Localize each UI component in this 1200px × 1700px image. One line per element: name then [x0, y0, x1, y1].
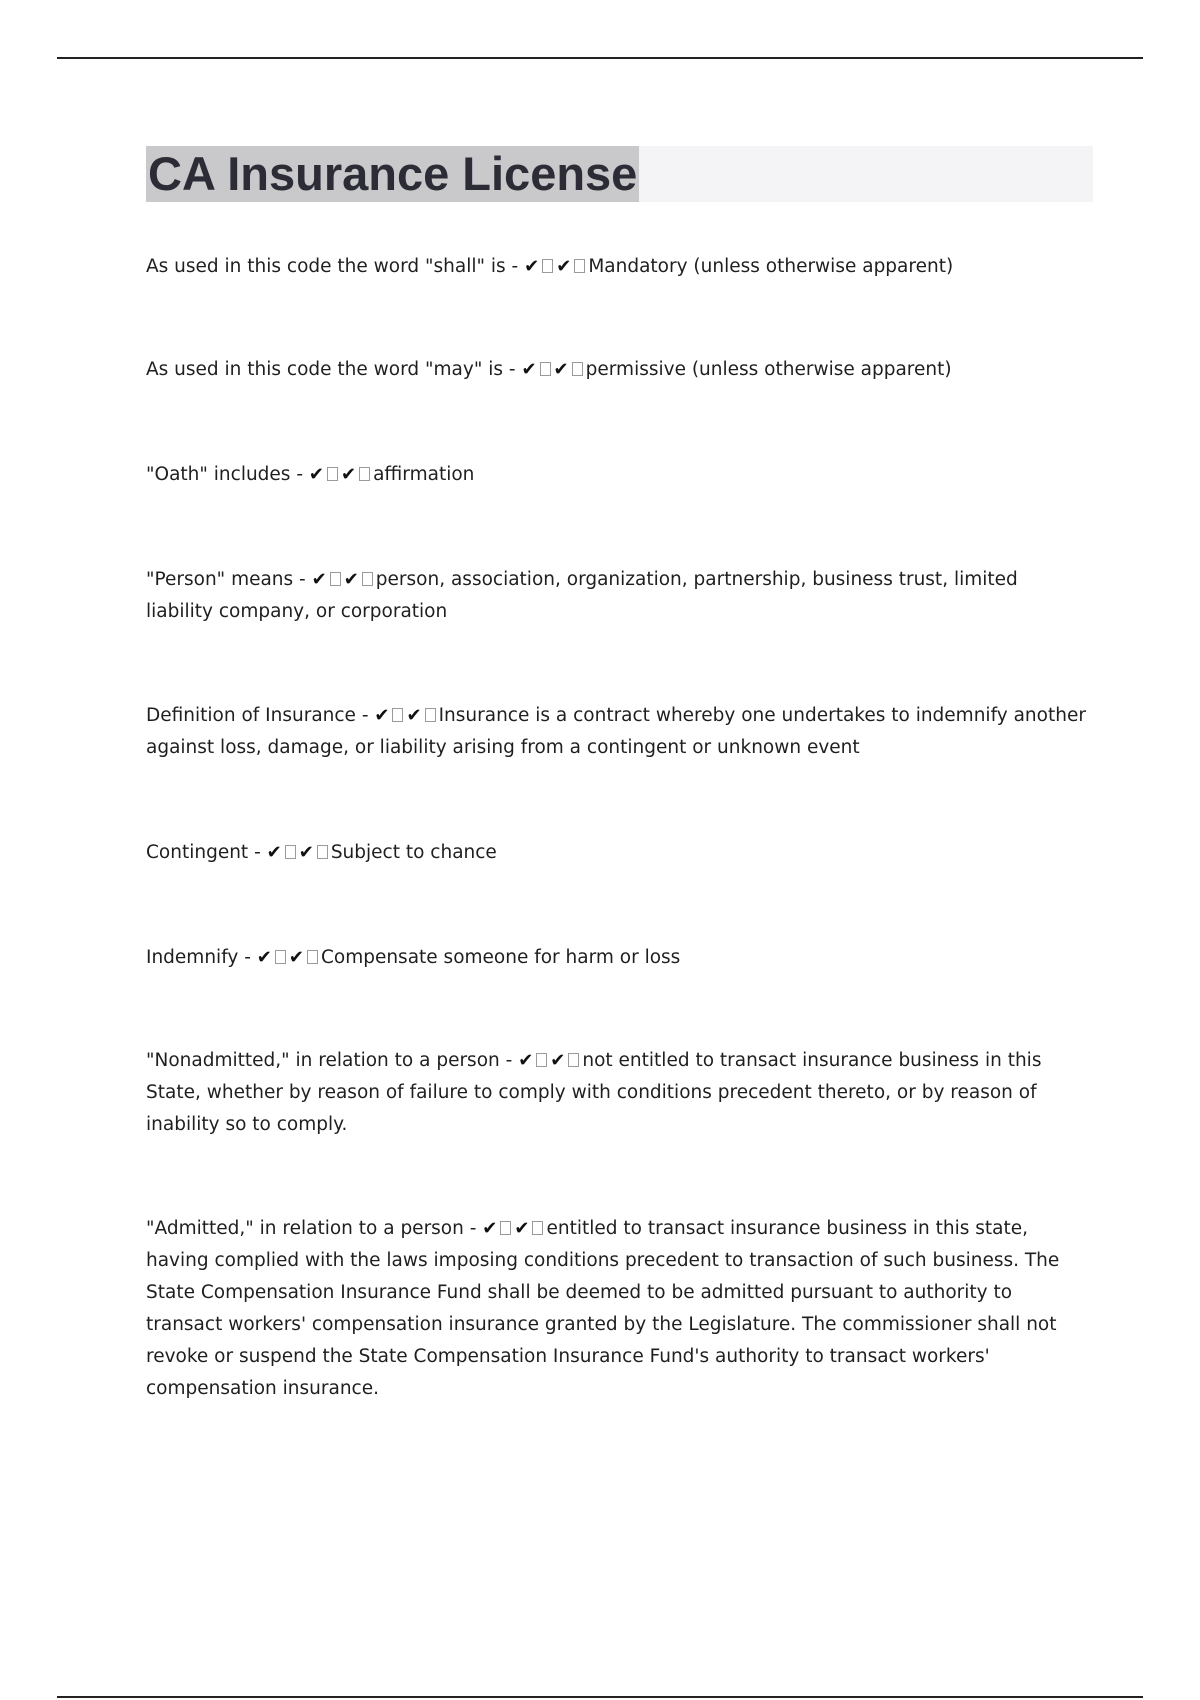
qa-answer: person, association, organization, partnership, business trust, limited liability company, or corporation: [146, 569, 1018, 622]
qa-answer: Subject to chance: [330, 842, 497, 863]
qa-answer: Compensate someone for harm or loss: [320, 947, 681, 968]
header-rule: [57, 57, 1143, 59]
qa-term: "Oath" includes -: [146, 464, 309, 485]
qa-item-shall: [146, 251, 1086, 283]
qa-term: Contingent -: [146, 842, 267, 863]
placeholder-box-icon: [392, 708, 403, 722]
qa-item-nonadmitted: [146, 1045, 1086, 1141]
placeholder-box-icon: [275, 950, 286, 964]
placeholder-box-icon: [327, 467, 338, 481]
qa-term: As used in this code the word "shall" is -: [146, 256, 525, 277]
qa-answer: affirmation: [373, 464, 475, 485]
qa-term: "Admitted," in relation to a person -: [146, 1218, 483, 1239]
page-title: CA Insurance License: [148, 147, 638, 200]
check-icon: ✔: [343, 569, 359, 590]
placeholder-box-icon: [317, 845, 328, 859]
qa-item-may: [146, 354, 1086, 386]
check-icon: ✔: [311, 569, 327, 590]
check-icon: ✔: [550, 1050, 566, 1071]
qa-item-contingent: [146, 837, 1086, 869]
check-icon: ✔: [518, 1050, 534, 1071]
placeholder-box-icon: [532, 1221, 543, 1235]
qa-term: "Nonadmitted," in relation to a person -: [146, 1050, 519, 1071]
placeholder-box-icon: [425, 708, 436, 722]
placeholder-box-icon: [330, 572, 341, 586]
qa-answer: not entitled to transact insurance business in this State, whether by reason of failure to comply with conditions precedent thereto, or by reason of inability so to comply.: [146, 1050, 1042, 1135]
qa-term: As used in this code the word "may" is -: [146, 359, 522, 380]
check-icon: ✔: [298, 842, 314, 863]
check-icon: ✔: [482, 1218, 498, 1239]
placeholder-box-icon: [500, 1221, 511, 1235]
placeholder-box-icon: [307, 950, 318, 964]
placeholder-box-icon: [574, 259, 585, 273]
check-icon: ✔: [524, 256, 540, 277]
check-icon: ✔: [266, 842, 282, 863]
qa-answer: entitled to transact insurance business in this state, having complied with the laws imposing conditions precedent to transaction of such business. The State Compensation Insurance Fund shall be deemed to be admitted pursuant to authority to transact workers' compensation insurance granted by the Legislature. The commissioner shall not revoke or suspend the State Compensation Insurance Fund's authority to transact workers' compensation insurance.: [146, 1218, 1060, 1399]
qa-item-person: [146, 564, 1086, 628]
qa-item-insurance: [146, 700, 1086, 764]
placeholder-box-icon: [359, 467, 370, 481]
check-icon: ✔: [288, 947, 304, 968]
qa-term: Indemnify -: [146, 947, 257, 968]
check-icon: ✔: [514, 1218, 530, 1239]
qa-answer: Mandatory (unless otherwise apparent): [588, 256, 954, 277]
check-icon: ✔: [256, 947, 272, 968]
placeholder-box-icon: [536, 1053, 547, 1067]
placeholder-box-icon: [362, 572, 373, 586]
qa-item-indemnify: [146, 942, 1086, 974]
qa-answer: Insurance is a contract whereby one undertakes to indemnify another against loss, damage, or liability arising from a contingent or unknown event: [146, 705, 1086, 758]
placeholder-box-icon: [285, 845, 296, 859]
check-icon: ✔: [308, 464, 324, 485]
check-icon: ✔: [340, 464, 357, 485]
qa-item-oath: [146, 459, 1086, 491]
check-icon: ✔: [374, 705, 390, 726]
placeholder-box-icon: [572, 362, 583, 376]
placeholder-box-icon: [542, 259, 553, 273]
check-icon: ✔: [521, 359, 537, 380]
check-icon: ✔: [553, 359, 569, 380]
footer-rule: [57, 1696, 1143, 1698]
qa-term: "Person" means -: [146, 569, 312, 590]
placeholder-box-icon: [540, 362, 551, 376]
check-icon: ✔: [406, 705, 422, 726]
placeholder-box-icon: [568, 1053, 579, 1067]
qa-term: Definition of Insurance -: [146, 705, 375, 726]
qa-answer: permissive (unless otherwise apparent): [585, 359, 952, 380]
qa-item-admitted: [146, 1213, 1086, 1405]
check-icon: ✔: [556, 256, 572, 277]
